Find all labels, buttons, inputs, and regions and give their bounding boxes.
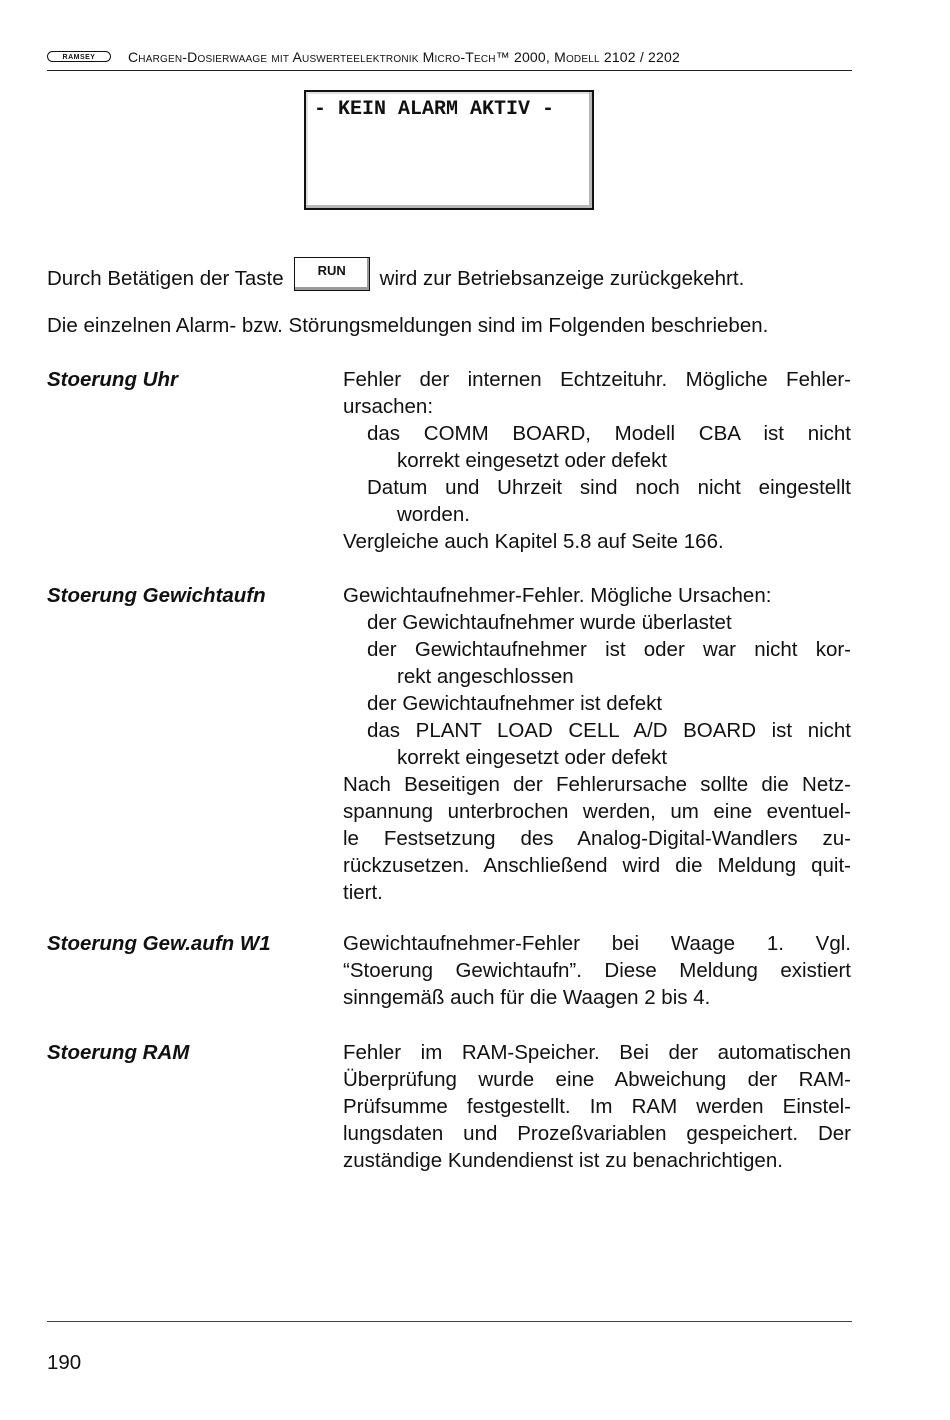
desc-line: ursachen:	[343, 395, 434, 418]
display-line-1: - KEIN ALARM AKTIV -	[314, 98, 555, 121]
bullet-continuation: worden.	[397, 503, 470, 526]
bullet-item: das COMM BOARD, Modell CBA ist nicht	[367, 422, 851, 445]
display-screen	[304, 90, 594, 210]
header-title: Chargen-Dosierwaage mit Auswerteelektronik Micro-Tech™ 2000, Modell 2102 / 2202	[128, 49, 680, 65]
desc-line: “Stoerung Gewichtaufn”. Diese Meldung existiert	[343, 959, 851, 982]
bullet-continuation: rekt angeschlossen	[397, 665, 574, 688]
bullet-item: das PLANT LOAD CELL A/D BOARD ist nicht	[367, 719, 851, 742]
bullet-item: der Gewichtaufnehmer ist defekt	[367, 692, 663, 715]
intro-before-key: Durch Betätigen der Taste	[47, 267, 284, 290]
entry-term: Stoerung Gew.aufn W1	[47, 932, 271, 955]
desc-line: lungsdaten und Prozeßvariablen gespeichert. Der	[343, 1122, 851, 1145]
footer-divider	[47, 1321, 852, 1322]
desc-line: sinngemäß auch für die Waagen 2 bis 4.	[343, 986, 711, 1009]
ramsey-logo: RAMSEY	[47, 51, 111, 62]
bullet-continuation: korrekt eingesetzt oder defekt	[397, 449, 668, 472]
entry-description	[343, 1039, 851, 1174]
desc-line: Gewichtaufnehmer-Fehler bei Waage 1. Vgl.	[343, 932, 851, 955]
desc-line: Überprüfung wurde eine Abweichung der RAM-	[343, 1068, 851, 1091]
desc-line: Vergleiche auch Kapitel 5.8 auf Seite 166.	[343, 530, 724, 553]
entry-description	[343, 930, 851, 1011]
run-key: RUN	[294, 257, 370, 291]
entry-term: Stoerung RAM	[47, 1041, 190, 1064]
page-number: 190	[47, 1351, 82, 1374]
desc-line: Gewichtaufnehmer-Fehler. Mögliche Ursachen:	[343, 584, 772, 607]
entry-description	[343, 582, 851, 906]
desc-line: Nach Beseitigen der Fehlerursache sollte die Netz-	[343, 773, 851, 796]
desc-line: Prüfsumme festgestellt. Im RAM werden Einstel-	[343, 1095, 851, 1118]
entry-description	[343, 366, 851, 555]
desc-line: zuständige Kundendienst ist zu benachrichtigen.	[343, 1149, 783, 1172]
entry-term: Stoerung Gewichtaufn	[47, 584, 266, 607]
entry-term: Stoerung Uhr	[47, 368, 178, 391]
desc-line: Fehler der internen Echtzeituhr. Mögliche Fehler-	[343, 368, 851, 391]
page-header	[47, 48, 852, 71]
intro-paragraph	[47, 257, 744, 292]
desc-line: le Festsetzung des Analog-Digital-Wandlers zu-	[343, 827, 851, 850]
bullet-item: Datum und Uhrzeit sind noch nicht eingestellt	[367, 476, 851, 499]
desc-line: spannung unterbrochen werden, um eine eventuel-	[343, 800, 851, 823]
desc-line: rückzusetzen. Anschließend wird die Meldung quit-	[343, 854, 851, 877]
desc-line: Fehler im RAM-Speicher. Bei der automatischen	[343, 1041, 851, 1064]
bullet-continuation: korrekt eingesetzt oder defekt	[397, 746, 668, 769]
bullet-item: der Gewichtaufnehmer wurde überlastet	[367, 611, 732, 634]
desc-line: tiert.	[343, 881, 383, 904]
bullet-item: der Gewichtaufnehmer ist oder war nicht kor-	[367, 638, 851, 661]
intro-line-2: Die einzelnen Alarm- bzw. Störungsmeldungen sind im Folgenden beschrieben.	[47, 314, 769, 337]
intro-after-key: wird zur Betriebsanzeige zurückgekehrt.	[379, 267, 745, 290]
